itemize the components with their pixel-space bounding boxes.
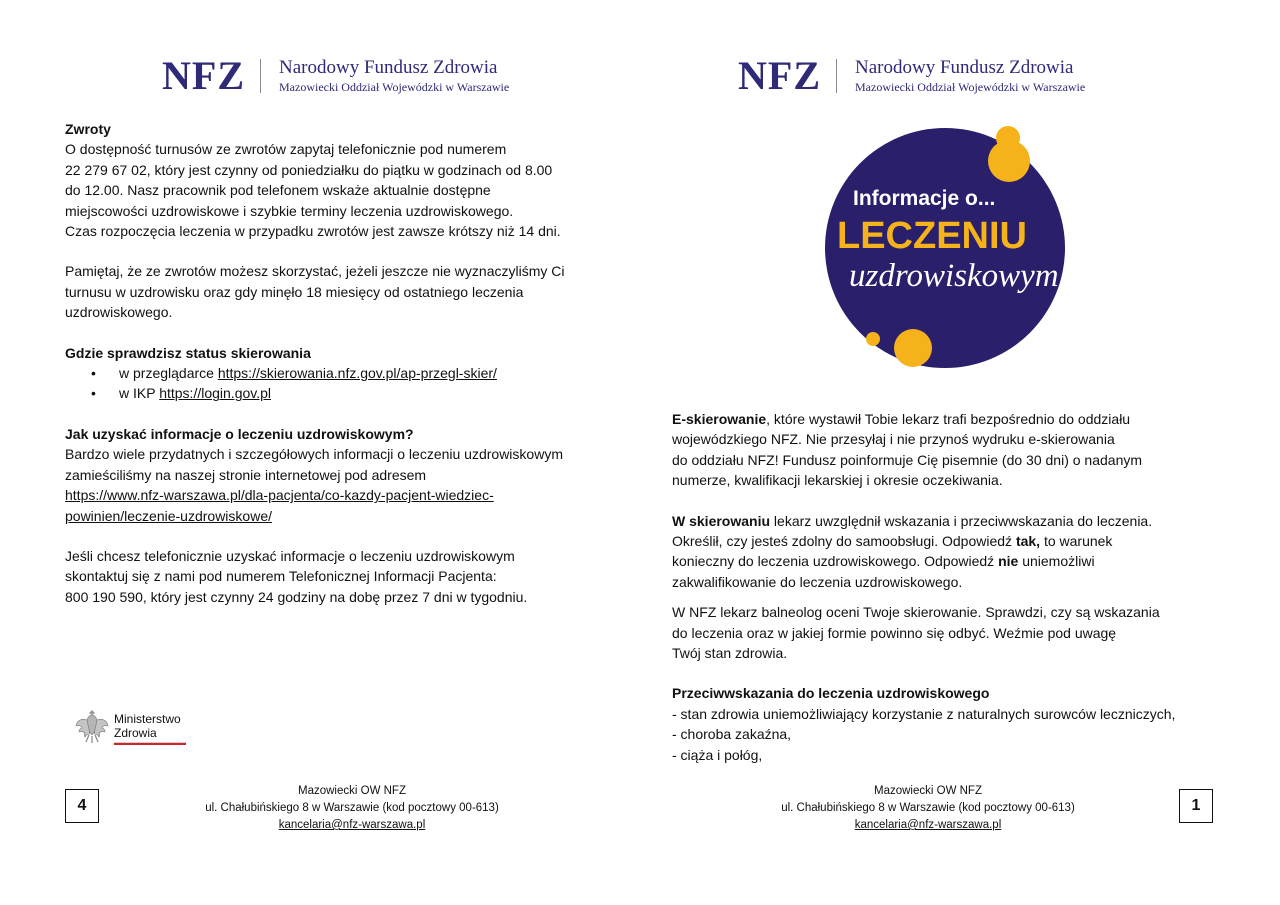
contra-item: - choroba zakaźna, xyxy=(672,726,792,743)
phone-line: skontaktuj się z nami pod numerem Telefonicznej Informacji Pacjenta: xyxy=(65,568,497,585)
status-item-label: w IKP xyxy=(119,385,160,402)
nfz-header xyxy=(738,53,1086,98)
ministry-flag-line xyxy=(114,742,186,745)
para2-text: to warunek xyxy=(1040,533,1113,550)
header-divider xyxy=(836,59,837,93)
nie-term: nie xyxy=(998,553,1019,570)
para2-text: lekarz uwzględnił wskazania i przeciwwskazania do leczenia. xyxy=(770,512,1153,529)
para2-text: uniemożliwi xyxy=(1018,553,1095,570)
zwroty-line: do 12.00. Nasz pracownik pod telefonem wskaże aktualnie dostępne xyxy=(65,182,491,199)
login-gov-link[interactable]: https://login.gov.pl xyxy=(159,385,272,402)
footer xyxy=(608,783,1248,834)
para3-line: W NFZ lekarz balneolog oceni Twoje skierowanie. Sprawdzi, czy są wskazania xyxy=(672,604,1160,621)
phone-line: 800 190 590, który jest czynny 24 godziny na dobę przez 7 dni w tygodniu. xyxy=(65,588,528,605)
header-divider xyxy=(260,59,261,93)
zwroty-line: O dostępność turnusów ze zwrotów zapytaj telefonicznie pod numerem xyxy=(65,141,507,158)
para3-line: Twój stan zdrowia. xyxy=(672,645,788,662)
zwroty-heading: Zwroty xyxy=(65,121,111,137)
status-list xyxy=(65,363,625,404)
ministry-line2: Zdrowia xyxy=(114,726,157,740)
para2-text: Określił, czy jesteś zdolny do samoobsługi. Odpowiedź xyxy=(672,533,1016,550)
footer-address: ul. Chałubińskiego 8 w Warszawie (kod pocztowy 00-613) xyxy=(205,802,499,814)
decor-dot-small xyxy=(866,332,880,346)
header-subtitle: Mazowiecki Oddział Wojewódzki w Warszawie xyxy=(279,80,510,94)
tak-term: tak, xyxy=(1015,533,1041,550)
nfz-info-link[interactable]: https://www.nfz-warszawa.pl/dla-pacjenta/co-kazdy-pacjent-wiedziec- xyxy=(65,487,494,504)
decor-dot-medium xyxy=(996,126,1020,150)
eskierowanie-term: E-skierowanie xyxy=(672,411,767,427)
nfz-info-link-cont[interactable]: powinien/leczenie-uzdrowiskowe/ xyxy=(65,507,272,524)
footer xyxy=(32,783,672,834)
ministry-line1: Ministerstwo xyxy=(114,712,181,726)
status-item xyxy=(91,383,625,403)
badge-line3: uzdrowiskowym xyxy=(849,258,1059,294)
header-title-block xyxy=(279,57,509,95)
header-title: Narodowy Fundusz Zdrowia xyxy=(279,57,498,78)
zwroty-line: miejscowości uzdrowiskowe i szybkie terminy leczenia uzdrowiskowego. xyxy=(65,202,514,219)
footer-address: ul. Chałubińskiego 8 w Warszawie (kod pocztowy 00-613) xyxy=(781,802,1075,814)
eskierowanie-para xyxy=(672,409,1242,429)
ministry-logo xyxy=(74,706,181,746)
info-heading: Jak uzyskać informacje o leczeniu uzdrowiskowym? xyxy=(65,425,414,442)
badge-line2: LECZENIU xyxy=(837,215,1027,257)
header-title: Narodowy Fundusz Zdrowia xyxy=(855,57,1074,78)
eagle-emblem-icon xyxy=(74,706,110,746)
ministry-name xyxy=(114,712,181,740)
para2-line: zakwalifikowanie do leczenia uzdrowiskowego. xyxy=(672,573,963,590)
nfz-header xyxy=(162,53,510,98)
para2-line xyxy=(672,531,1242,551)
leczenie-badge-graphic xyxy=(820,124,1070,369)
para1-line: wojewódzkiego NFZ. Nie przesyłaj i nie przynoś wydruku e-skierowania xyxy=(672,431,1115,448)
footer-email-link[interactable]: kancelaria@nfz-warszawa.pl xyxy=(278,819,426,831)
pamietaj-line: Pamiętaj, że ze zwrotów możesz skorzystać, jeżeli jeszcze nie wyznaczyliśmy Ci xyxy=(65,263,565,280)
footer-email-link[interactable]: kancelaria@nfz-warszawa.pl xyxy=(854,819,1002,831)
para3-line: do leczenia oraz w jakiej formie powinno się odbyć. Weźmie pod uwagę xyxy=(672,624,1117,641)
contra-heading: Przeciwwskazania do leczenia uzdrowiskowego xyxy=(672,685,990,702)
pamietaj-line: uzdrowiskowego. xyxy=(65,304,173,321)
header-title-block xyxy=(855,57,1085,95)
para2-line xyxy=(672,551,1242,571)
left-body xyxy=(65,119,625,607)
info-line: zamieściliśmy na naszej stronie internetowej pod adresem xyxy=(65,466,427,483)
header-subtitle: Mazowiecki Oddział Wojewódzki w Warszawie xyxy=(855,80,1086,94)
para2-text: konieczny do leczenia uzdrowiskowego. Odpowiedź xyxy=(672,553,999,570)
w-skierowaniu-term: W skierowaniu xyxy=(672,512,771,529)
para1-line: , które wystawił Tobie lekarz trafi bezpośrednio do oddziału xyxy=(766,411,1131,427)
nfz-logo: NFZ xyxy=(738,53,821,98)
status-heading: Gdzie sprawdzisz status skierowania xyxy=(65,344,311,361)
status-item-label: w przeglądarce xyxy=(119,365,218,382)
decor-dot-bottom xyxy=(894,329,932,367)
pamietaj-line: turnusu w uzdrowisku oraz gdy minęło 18 miesięcy od ostatniego leczenia xyxy=(65,283,524,300)
footer-org: Mazowiecki OW NFZ xyxy=(298,785,406,797)
footer-org: Mazowiecki OW NFZ xyxy=(874,785,982,797)
page-number: 1 xyxy=(1179,789,1213,823)
info-line: Bardzo wiele przydatnych i szczegółowych informacji o leczeniu uzdrowiskowym xyxy=(65,446,563,463)
skierowania-link[interactable]: https://skierowania.nfz.gov.pl/ap-przegl-skier/ xyxy=(217,365,497,382)
badge-line1: Informacje o... xyxy=(853,187,996,210)
para2-line xyxy=(672,511,1242,531)
leczenie-badge xyxy=(820,124,1070,369)
zwroty-line: Czas rozpoczęcia leczenia w przypadku zwrotów jest zawsze krótszy niż 14 dni. xyxy=(65,223,561,240)
para1-line: numerze, kwalifikacji lekarskiej i okresie oczekiwania. xyxy=(672,472,1003,489)
nfz-logo: NFZ xyxy=(162,53,245,98)
contra-item: - stan zdrowia uniemożliwiający korzystanie z naturalnych surowców leczniczych, xyxy=(672,705,1176,722)
page-right xyxy=(640,0,1280,905)
para1-line: do oddziału NFZ! Fundusz poinformuje Cię pisemnie (do 30 dni) o nadanym xyxy=(672,451,1143,468)
contra-item: - ciąża i połóg, xyxy=(672,746,763,763)
status-item xyxy=(91,363,625,383)
phone-line: Jeśli chcesz telefonicznie uzyskać informacje o leczeniu uzdrowiskowym xyxy=(65,547,515,564)
zwroty-line: 22 279 67 02, który jest czynny od poniedziałku do piątku w godzinach od 8.00 xyxy=(65,161,553,178)
page-number: 4 xyxy=(65,789,99,823)
right-body xyxy=(672,409,1242,765)
